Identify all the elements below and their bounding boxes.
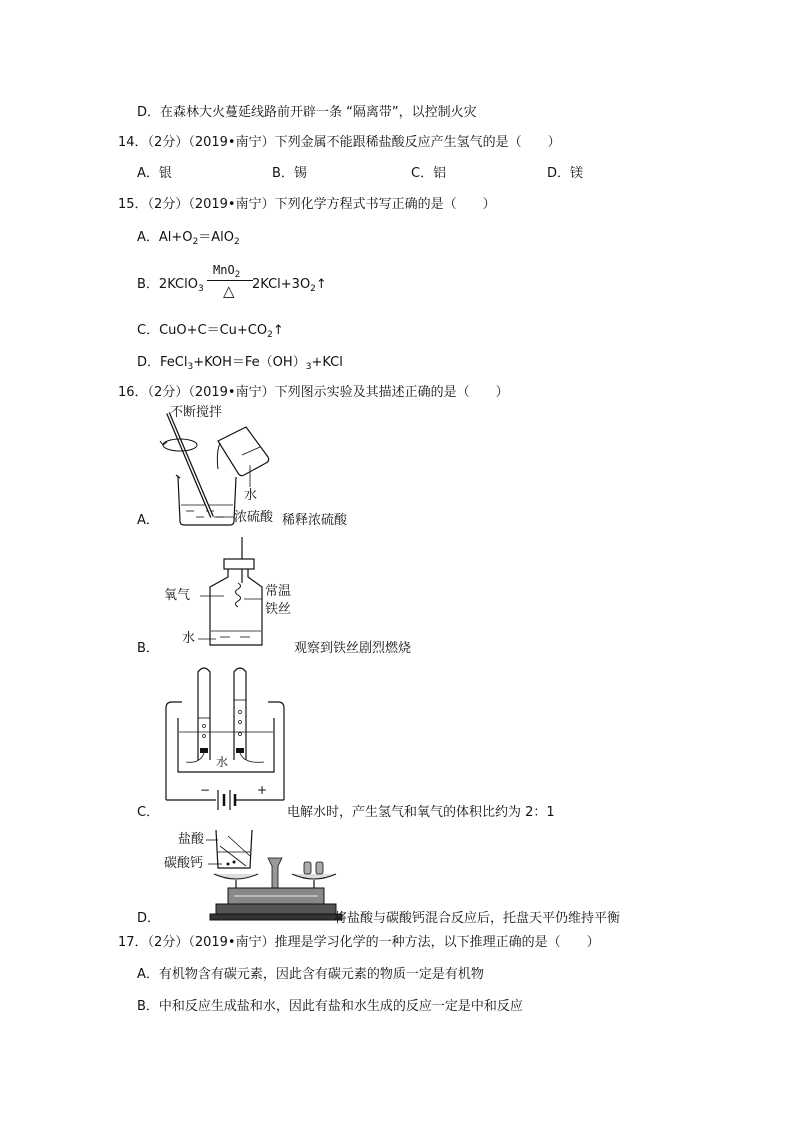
water-label: 水: [244, 488, 258, 503]
q14-option-d: D．镁: [547, 166, 584, 181]
heat-triangle-icon: △: [223, 282, 235, 300]
q16-a-letter: A．: [137, 513, 159, 528]
q15-c-prefix: C．CuO+C＝Cu+CO: [137, 323, 268, 338]
q14-stem: 14．（2分）（2019•南宁）下列金属不能跟稀盐酸反应产生氢气的是（ ）: [118, 135, 561, 150]
subscript: 2: [234, 237, 240, 247]
subscript: 3: [197, 284, 204, 294]
products-text: 2KCl+3O: [252, 277, 311, 292]
q15-d-mid: +KOH＝Fe（OH）: [193, 355, 306, 370]
subscript: 2: [192, 237, 199, 247]
q14-option-b: B．锡: [272, 166, 307, 181]
catalyst-text: MnO: [213, 263, 235, 277]
q14-option-a: A．银: [137, 166, 172, 181]
q13-option-d: D．在森林大火蔓延线路前开辟一条 “隔离带”，以控制火灾: [137, 105, 477, 120]
stir-label: 不断搅拌: [170, 405, 223, 420]
q16-b-figure: [160, 537, 300, 655]
water-label: 水: [182, 631, 196, 646]
q16-c-desc: 电解水时，产生氢气和氧气的体积比约为 2：1: [287, 805, 555, 820]
q16-b-desc: 观察到铁丝剧烈燃烧: [294, 641, 412, 656]
q16-d-desc: 将盐酸与碳酸钙混合反应后，托盘天平仍维持平衡: [334, 911, 621, 926]
q15-option-d: [137, 354, 343, 376]
q15-option-b: [137, 276, 204, 298]
minus-sign: −: [200, 783, 211, 797]
q15-stem: 15．（2分）（2019•南宁）下列化学方程式书写正确的是（ ）: [118, 197, 496, 212]
oxygen-label: 氧气: [164, 588, 191, 603]
q16-c-figure: [160, 660, 290, 818]
subscript: 3: [305, 362, 312, 372]
q16-c-letter: C．: [137, 805, 160, 820]
subscript: 2: [267, 330, 273, 340]
q16-a-desc: 稀释浓硫酸: [282, 513, 348, 528]
subscript: 2: [234, 270, 241, 280]
subscript: 3: [187, 362, 194, 372]
water-label: 水: [216, 755, 229, 769]
q15-b-products: [252, 276, 327, 298]
q16-stem: 16．（2分）（2019•南宁）下列图示实验及其描述正确的是（ ）: [118, 385, 509, 400]
q14-option-c: C．铝: [411, 166, 447, 181]
q15-d-prefix: D．FeCl: [137, 355, 188, 370]
q15-b-prefix: B．2KClO: [137, 277, 198, 292]
reaction-condition-bar: [207, 280, 253, 281]
q17-stem: 17．（2分）（2019•南宁）推理是学习化学的一种方法，以下推理正确的是（ ）: [118, 935, 600, 950]
q15-d-end: +KCl: [311, 355, 343, 370]
q15-a-prefix: A．Al+O: [137, 230, 193, 245]
electrolysis-diagram: [160, 660, 290, 818]
gas-arrow-icon: ↑: [272, 323, 284, 338]
q15-option-a: [137, 229, 240, 251]
iron-wire-label: 铁丝: [265, 602, 292, 617]
room-temp-label: 常温: [265, 584, 292, 599]
q17-option-a: A．有机物含有碳元素，因此含有碳元素的物质一定是有机物: [137, 967, 484, 982]
q15-option-c: [137, 322, 284, 344]
hydrochloric-acid-label: 盐酸: [178, 832, 205, 847]
plus-sign: +: [257, 783, 268, 797]
q17-option-b: B．中和反应生成盐和水，因此有盐和水生成的反应一定是中和反应: [137, 999, 523, 1014]
subscript: 2: [310, 284, 316, 294]
conc-acid-label: 浓硫酸: [234, 510, 274, 525]
q16-d-figure: [160, 822, 360, 926]
q16-d-letter: D．: [137, 911, 161, 926]
q15-a-mid: ＝AlO: [198, 230, 235, 245]
calcium-carbonate-label: 碳酸钙: [164, 856, 204, 871]
gas-arrow-icon: ↑: [315, 277, 327, 292]
q16-b-letter: B．: [137, 641, 159, 656]
